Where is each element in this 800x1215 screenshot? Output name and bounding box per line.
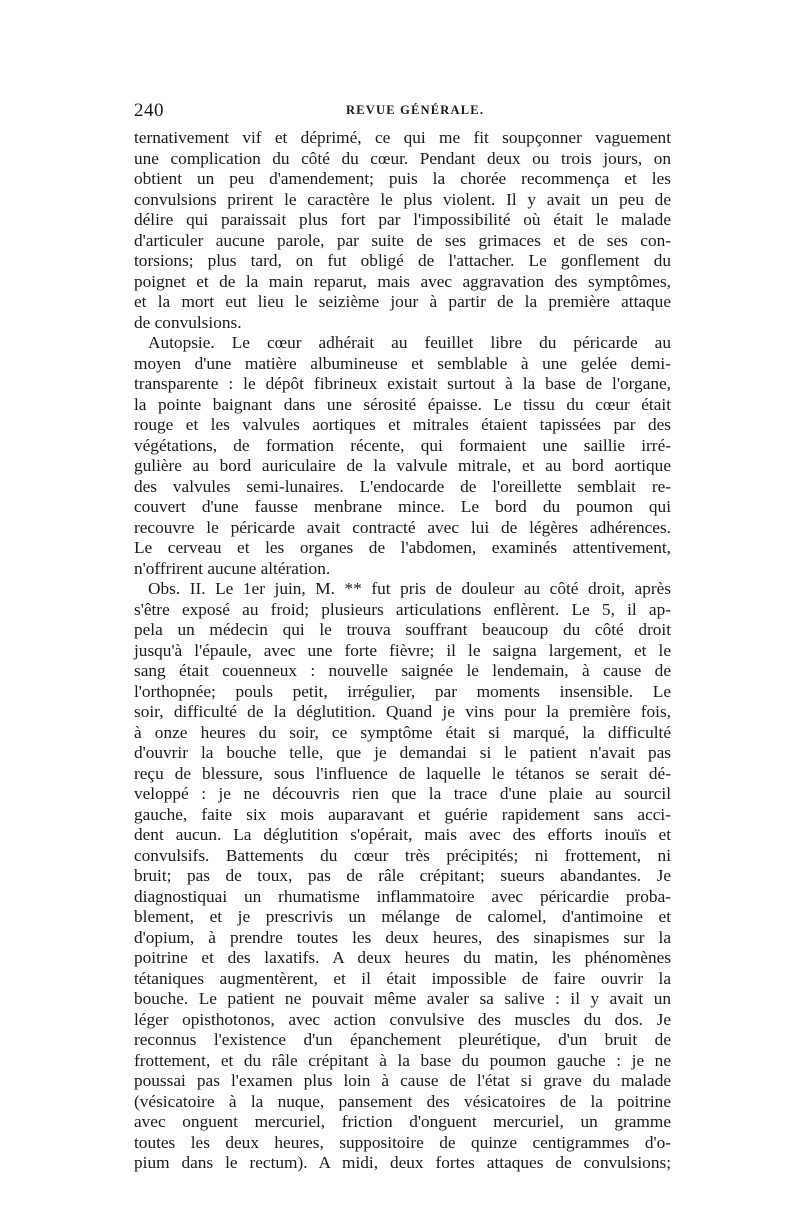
text-line: moyen d'une matière albumineuse et semblable à une gelée demi-	[134, 353, 671, 373]
text-line: toutes les deux heures, suppositoire de quinze centigrammes d'o-	[134, 1132, 671, 1152]
text-line: reconnus l'existence d'un épanchement pleurétique, d'un bruit de	[134, 1030, 671, 1049]
text-line: gulière au bord auriculaire de la valvule mitrale, et au bord aortique	[134, 456, 671, 475]
body-text	[134, 128, 671, 1174]
text-line: dent aucun. La déglutition s'opérait, mais avec des efforts inouïs et	[134, 825, 671, 844]
running-head	[134, 100, 671, 124]
text-line: obtient un peu d'amendement; puis la chorée recommença et les	[134, 169, 671, 188]
text-line: frottement, et du râle crépitant à la base du poumon gauche : je ne	[134, 1050, 671, 1070]
journal-title: REVUE GÉNÉRALE.	[346, 103, 485, 117]
text-line: léger opisthotonos, avec action convulsive des muscles du dos. Je	[134, 1009, 671, 1029]
text-line: tétaniques augmentèrent, et il était impossible de faire ouvrir la	[134, 968, 671, 988]
text-line: Obs. II. Le 1er juin, M. ** fut pris de douleur au côté droit, après	[148, 579, 671, 598]
text-line: délire qui paraissait plus fort par l'impossibilité où était le malade	[134, 210, 671, 229]
text-line: l'orthopnée; pouls petit, irrégulier, par moments insensible. Le	[134, 681, 671, 701]
text-line: (vésicatoire à la nuque, pansement des vésicatoires de la poitrine	[134, 1091, 671, 1111]
text-line: des valvules semi-lunaires. L'endocarde de l'oreillette semblait re-	[134, 476, 671, 496]
text-line: jusqu'à l'épaule, avec une forte fièvre; il le saigna largement, et le	[134, 640, 671, 660]
text-line: d'ouvrir la bouche telle, que je demandai si le patient n'avait pas	[134, 743, 671, 762]
text-line: torsions; plus tard, on fut obligé de l'attacher. Le gonflement du	[134, 251, 671, 270]
text-line: blement, et je prescrivis un mélange de calomel, d'antimoine et	[134, 907, 671, 926]
text-line: et la mort eut lieu le seizième jour à partir de la première attaque	[134, 292, 671, 311]
text-line: la pointe baignant dans une sérosité épaisse. Le tissu du cœur était	[134, 394, 671, 414]
text-line: sang était couenneux : nouvelle saignée le lendemain, à cause de	[134, 661, 671, 680]
text-line: d'articuler aucune parole, par suite de ses grimaces et de ses con-	[134, 230, 671, 250]
text-line: poussai pas l'examen plus loin à cause de l'état si grave du malade	[134, 1071, 671, 1090]
text-line: convulsions prirent le caractère le plus violent. Il y avait un peu de	[134, 189, 671, 209]
text-line: d'opium, à prendre toutes les deux heures, des sinapismes sur la	[134, 927, 671, 947]
text-line: diagnostiquai un rhumatisme inflammatoire avec péricardie proba-	[134, 886, 671, 906]
text-line: avec onguent mercuriel, friction d'onguent mercuriel, un gramme	[134, 1112, 671, 1131]
page-number: 240	[134, 100, 164, 121]
text-line: pela un médecin qui le trouva souffrant beaucoup du côté droit	[134, 620, 671, 639]
text-line: de convulsions.	[134, 312, 242, 332]
text-line: rouge et les valvules aortiques et mitrales étaient tapissées par des	[134, 415, 671, 434]
text-line: gauche, faite six mois auparavant et guérie rapidement sans acci-	[134, 804, 671, 824]
text-line: convulsifs. Battements du cœur très précipités; ni frottement, ni	[134, 845, 671, 865]
text-line: reçu de blessure, sous l'influence de laquelle le tétanos se serait dé-	[134, 763, 671, 783]
text-line: couvert d'une fausse menbrane mince. Le bord du poumon qui	[134, 497, 671, 516]
text-line: bouche. Le patient ne pouvait même avaler sa salive : il y avait un	[134, 989, 671, 1008]
text-line: poignet et de la main reparut, mais avec aggravation des symptômes,	[134, 271, 671, 291]
text-line: s'être exposé au froid; plusieurs articulations enflèrent. Le 5, il ap-	[134, 599, 671, 619]
text-line: veloppé : je ne découvris rien que la trace d'une plaie au sourcil	[134, 784, 671, 803]
text-line: à onze heures du soir, ce symptôme était si marqué, la difficulté	[134, 722, 671, 742]
text-line: végétations, de formation récente, qui formaient une saillie irré-	[134, 435, 671, 455]
text-line: Autopsie. Le cœur adhérait au feuillet libre du péricarde au	[148, 333, 671, 352]
text-line: une complication du côté du cœur. Pendant deux ou trois jours, on	[134, 148, 671, 168]
text-line: poitrine et des laxatifs. A deux heures du matin, les phénomènes	[134, 948, 671, 967]
text-line: n'offrirent aucune altération.	[134, 558, 331, 578]
text-line: ternativement vif et déprimé, ce qui me fit soupçonner vaguement	[134, 128, 671, 147]
text-line: pium dans le rectum). A midi, deux fortes attaques de convulsions;	[134, 1153, 671, 1172]
text-line: recouvre le péricarde avait contracté avec lui de légères adhérences.	[134, 517, 671, 537]
text-line: Le cerveau et les organes de l'abdomen, examinés attentivement,	[134, 538, 671, 557]
text-line: transparente : le dépôt fibrineux existait surtout à la base de l'organe,	[134, 374, 671, 393]
text-line: soir, difficulté de la déglutition. Quand je vins pour la première fois,	[134, 702, 671, 721]
text-line: bruit; pas de toux, pas de râle crépitant; sueurs abandantes. Je	[134, 866, 671, 885]
